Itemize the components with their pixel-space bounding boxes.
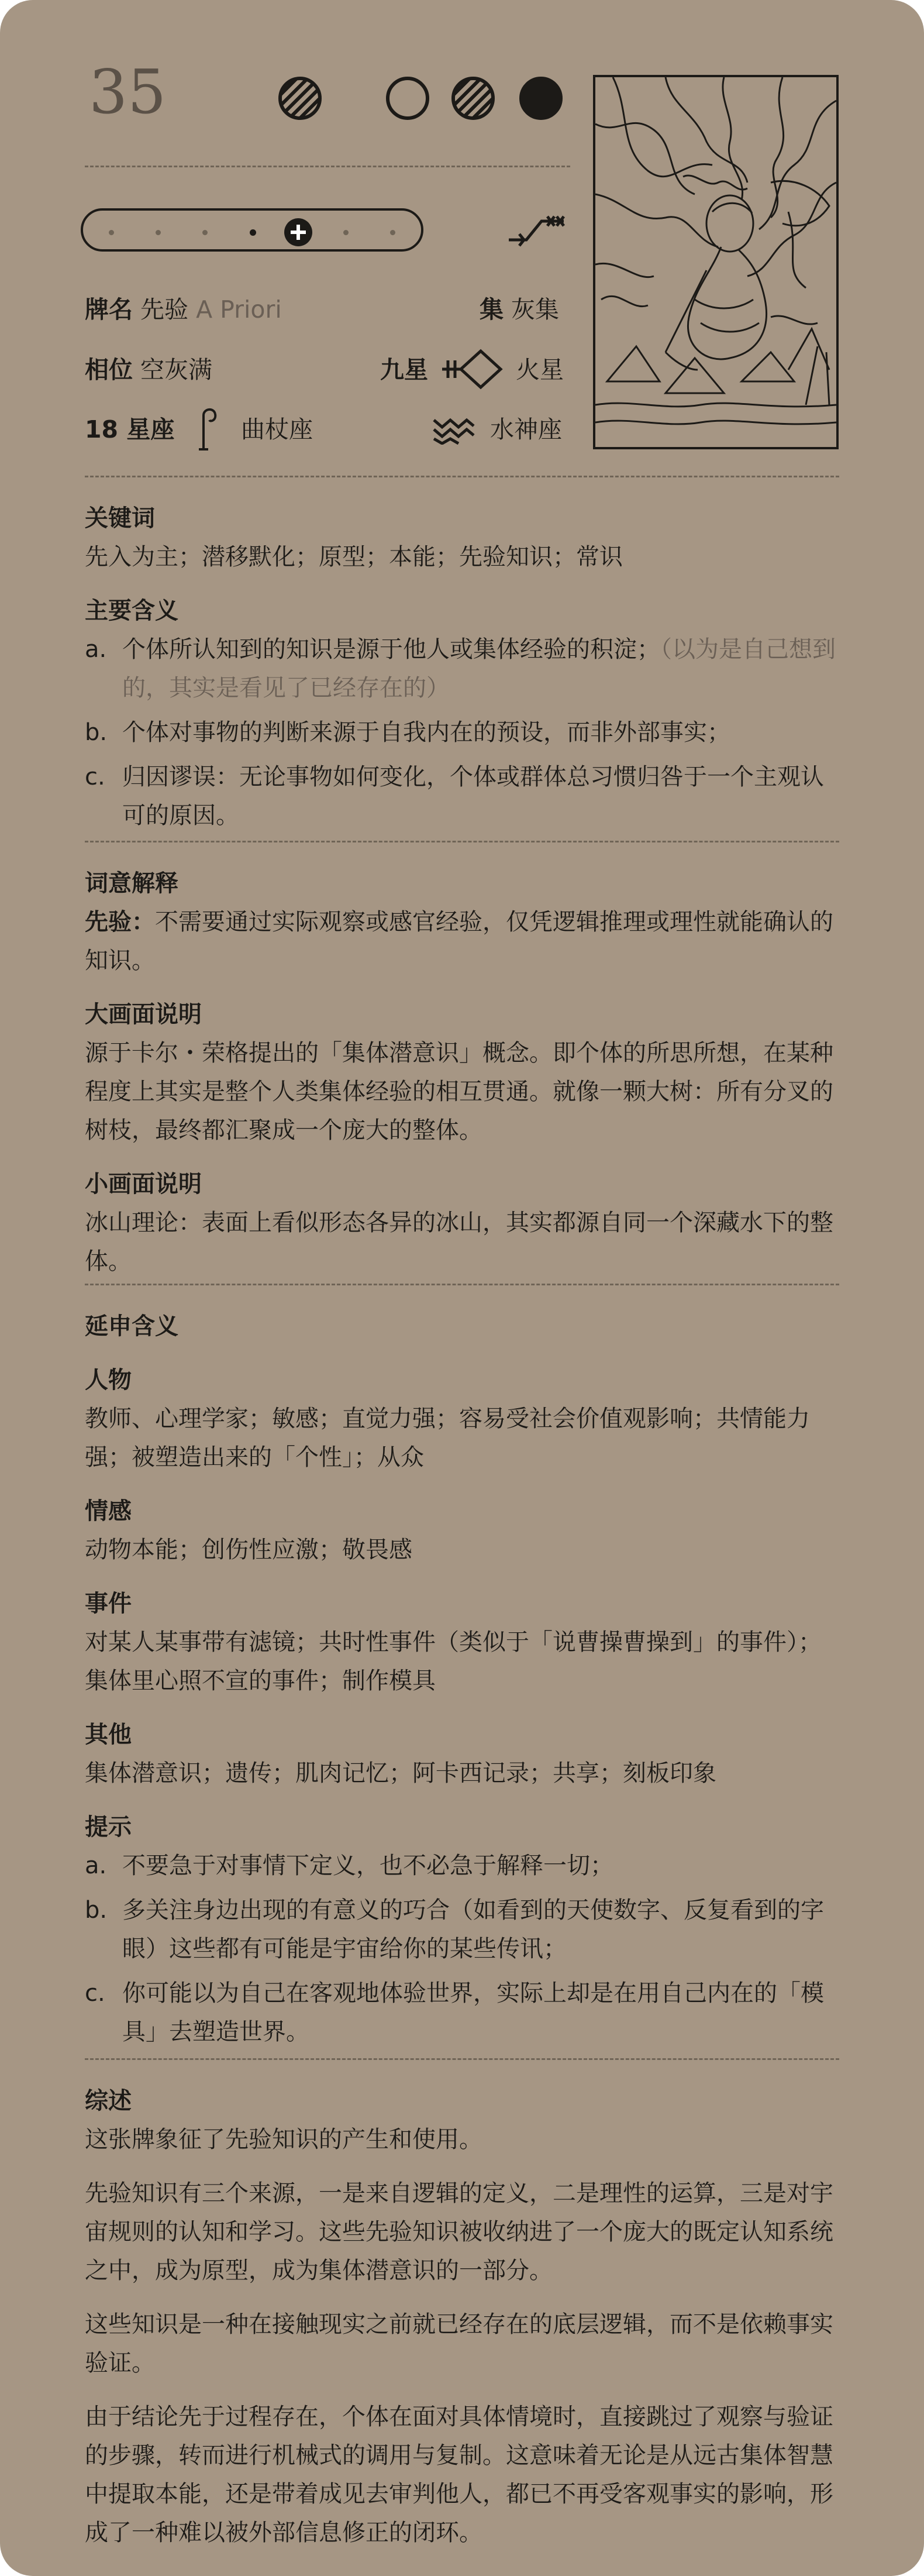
emotion-text: 动物本能；创伤性应激；敬畏感 <box>85 1536 412 1563</box>
people-heading: 人物 <box>85 1367 132 1394</box>
emotion-heading: 情感 <box>85 1498 132 1525</box>
nine-star-label: 九星 <box>380 356 428 384</box>
main-meaning-item-b: b. 个体对事物的判断来源于自我内在的预设，而非外部事实； <box>85 719 730 746</box>
big-picture-text: 源于卡尔・荣格提出的「集体潜意识」概念。即个体的所思所想，在某种程度上其实是整个人类集体经验的相互贯通。就像一颗大树：所有分叉的树枝，最终都汇聚成一个庞大的整体。 <box>85 1040 833 1144</box>
summary-paragraph-4: 由于结论先于过程存在，个体在面对具体情境时，直接跳过了观察与验证的步骤，转而进行机械式的调用与复制。这意味着无论是从远古集体智慧中提取本能，还是带着成见去审判他人，都已不再受客观事实的影响，形成了一种难以被外部信息修正的闭环。 <box>85 2403 833 2546</box>
small-picture-heading: 小画面说明 <box>85 1171 202 1198</box>
hatched-circle-icon <box>278 77 322 120</box>
main-meaning-note: （以为是自己想到的，其实是看见了已经存在的） <box>122 636 836 701</box>
divider <box>85 2058 839 2060</box>
extended-section <box>85 1307 839 2051</box>
keywords-text: 先入为主；潜移默化；原型；本能；先验知识；常识 <box>85 544 623 570</box>
name-en: A Priori <box>196 295 282 324</box>
name-value: 先验 <box>140 295 189 324</box>
people-text: 教师、心理学家；敏感；直觉力强；容易受社会价值观影响；共情能力强；被塑造出来的「个性」；从众 <box>85 1405 810 1471</box>
position-label: 相位 <box>85 356 133 384</box>
event-text: 对某人某事带有滤镜；共时性事件（类似于「说曹操曹操到」的事件）；集体里心照不宣的事件；制作模具 <box>85 1629 822 1694</box>
plus-icon[interactable] <box>284 218 312 246</box>
name-label: 牌名 <box>85 295 133 324</box>
slider-dot <box>250 229 256 236</box>
tip-item-b: b. 多关注身边出现的有意义的巧合（如看到的天使数字、反复看到的字眼）这些都有可能是宇宙给你的某些传讯； <box>85 1897 824 1962</box>
summary-heading: 综述 <box>85 2087 132 2114</box>
other-text: 集体潜意识；遗传；肌肉记忆；阿卡西记录；共享；刻板印象 <box>85 1760 716 1787</box>
slider-dot <box>390 230 395 235</box>
summary-paragraph-3: 这些知识是一种在接触现实之前就已经存在的底层逻辑，而不是依赖事实验证。 <box>85 2311 833 2376</box>
word-meaning-heading: 词意解释 <box>85 870 178 897</box>
summary-paragraph-1: 这张牌象征了先验知识的产生和使用。 <box>85 2126 482 2153</box>
slider-dot <box>156 230 161 235</box>
main-meaning-item-a: a. 个体所认知到的知识是源于他人或集体经验的积淀；（以为是自己想到的，其实是看见了已经存在的） <box>85 636 836 701</box>
divider <box>85 166 570 167</box>
slider-dot <box>343 230 349 235</box>
filled-circle-icon <box>519 77 563 120</box>
arrow-cross-icon <box>506 214 567 247</box>
summary-section <box>85 2082 839 2552</box>
big-picture-heading: 大画面说明 <box>85 1001 202 1028</box>
keywords-heading: 关键词 <box>85 505 155 532</box>
set-value: 灰集 <box>511 295 560 324</box>
card-name-row <box>85 295 282 324</box>
small-picture-text: 冰山理论：表面上看似形态各异的冰山，其实都源自同一个深藏水下的整体。 <box>85 1209 833 1275</box>
event-heading: 事件 <box>85 1590 132 1617</box>
word-meaning-text: 先验：不需要通过实际观察或感官经验，仅凭逻辑推理或理性就能确认的知识。 <box>85 909 833 974</box>
tip-item-a: a. 不要急于对事情下定义，也不必急于解释一切； <box>85 1852 613 1879</box>
staff-icon <box>196 405 220 450</box>
set-row <box>480 295 559 324</box>
card-illustration <box>593 75 839 449</box>
star18-value: 曲杖座 <box>241 415 313 443</box>
divider <box>85 476 839 477</box>
set-label: 集 <box>480 295 504 324</box>
nine-star-value: 火星 <box>516 356 564 384</box>
slider-dot <box>202 230 208 235</box>
tips-heading: 提示 <box>85 1814 132 1841</box>
main-meaning-item-c: c. 归因谬误：无论事物如何变化，个体或群体总习惯归咎于一个主观认可的原因。 <box>85 763 824 829</box>
empty-circle-icon <box>386 77 429 120</box>
explanation-section <box>85 864 839 1281</box>
phase-slider[interactable] <box>81 208 423 252</box>
divider <box>85 1284 839 1285</box>
hatched-circle-icon <box>451 77 495 120</box>
aquarius-value: 水神座 <box>490 415 562 443</box>
tip-item-c: c. 你可能以为自己在客观地体验世界，实际上却是在用自己内在的「模具」去塑造世界。 <box>85 1980 824 2045</box>
extended-heading: 延申含义 <box>85 1313 178 1340</box>
position-row <box>85 356 212 384</box>
main-meaning-heading: 主要含义 <box>85 597 178 624</box>
other-heading: 其他 <box>85 1721 132 1748</box>
summary-paragraph-2: 先验知识有三个来源，一是来自逻辑的定义，二是理性的运算，三是对宇宙规则的认知和学习。这些先验知识被收纳进了一个庞大的既定认知系统之中，成为原型，成为集体潜意识的一部分。 <box>85 2180 833 2284</box>
wave-icon <box>432 414 475 445</box>
slider-dot <box>109 230 114 235</box>
keywords-section <box>85 499 839 835</box>
card-number: 35 <box>89 56 167 128</box>
position-value: 空灰满 <box>140 356 213 384</box>
star18-label: 18 星座 <box>85 415 175 443</box>
mars-diamond-icon <box>440 349 504 390</box>
divider <box>85 841 839 842</box>
